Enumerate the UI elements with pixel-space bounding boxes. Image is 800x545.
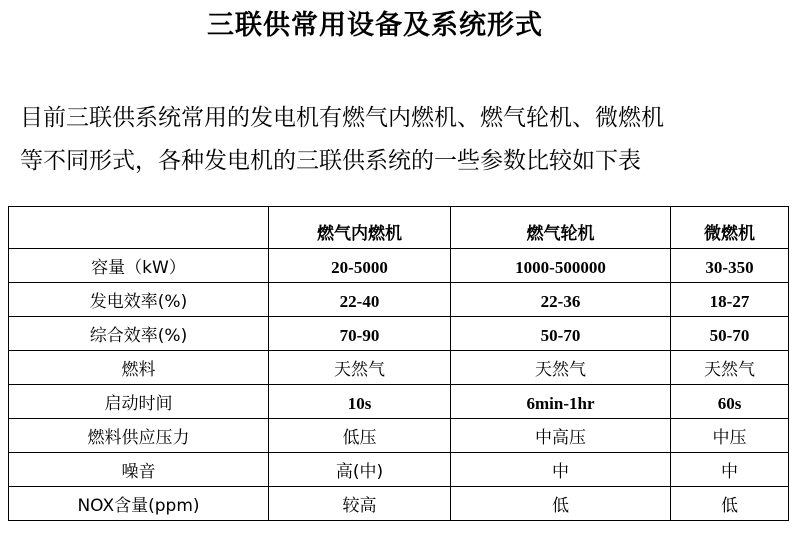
table-cell: 中高压	[451, 419, 671, 453]
table-cell: 低	[451, 487, 671, 521]
table-header-microturbine: 微燃机	[671, 207, 789, 249]
table-row	[9, 419, 789, 453]
table-cell: 中	[451, 453, 671, 487]
intro-line-2: 等不同形式，各种发电机的三联供系统的一些参数比较如下表	[20, 148, 641, 174]
table-cell: 22-36	[451, 283, 671, 317]
table-row	[9, 317, 789, 351]
table-row	[9, 249, 789, 283]
row-label-nox: NOX含量(ppm)	[9, 487, 269, 521]
page-title: 三联供常用设备及系统形式	[207, 10, 543, 41]
table-cell: 天然气	[269, 351, 451, 385]
table-cell: 6min-1hr	[451, 385, 671, 419]
row-label-fuel: 燃料	[9, 351, 269, 385]
table-cell: 高(中)	[269, 453, 451, 487]
table-cell: 22-40	[269, 283, 451, 317]
row-label-fuel-pressure: 燃料供应压力	[9, 419, 269, 453]
intro-line-1: 目前三联供系统常用的发电机有燃气内燃机、燃气轮机、微燃机	[20, 105, 664, 131]
table-cell: 中	[671, 453, 789, 487]
table-cell: 50-70	[671, 317, 789, 351]
table-cell: 较高	[269, 487, 451, 521]
table-cell: 18-27	[671, 283, 789, 317]
row-label-power-efficiency: 发电效率(%)	[9, 283, 269, 317]
table-cell: 50-70	[451, 317, 671, 351]
comparison-table	[8, 206, 789, 521]
row-label-overall-efficiency: 综合效率(%)	[9, 317, 269, 351]
table-cell: 天然气	[451, 351, 671, 385]
table-header-gas-turbine: 燃气轮机	[451, 207, 671, 249]
row-label-noise: 噪音	[9, 453, 269, 487]
table-cell: 1000-500000	[451, 249, 671, 283]
table-cell: 60s	[671, 385, 789, 419]
table-cell: 20-5000	[269, 249, 451, 283]
row-label-startup-time: 启动时间	[9, 385, 269, 419]
table-row	[9, 453, 789, 487]
table-row	[9, 487, 789, 521]
table-row	[9, 385, 789, 419]
table-row	[9, 283, 789, 317]
table-cell: 低	[671, 487, 789, 521]
table-header-row	[9, 207, 789, 249]
table-row	[9, 351, 789, 385]
table-cell: 中压	[671, 419, 789, 453]
table-header-corner	[9, 207, 269, 249]
table-cell: 低压	[269, 419, 451, 453]
table-header-gas-engine: 燃气内燃机	[269, 207, 451, 249]
table-cell: 天然气	[671, 351, 789, 385]
row-label-capacity: 容量（kW）	[9, 249, 269, 283]
table-cell: 30-350	[671, 249, 789, 283]
table-cell: 70-90	[269, 317, 451, 351]
table-cell: 10s	[269, 385, 451, 419]
